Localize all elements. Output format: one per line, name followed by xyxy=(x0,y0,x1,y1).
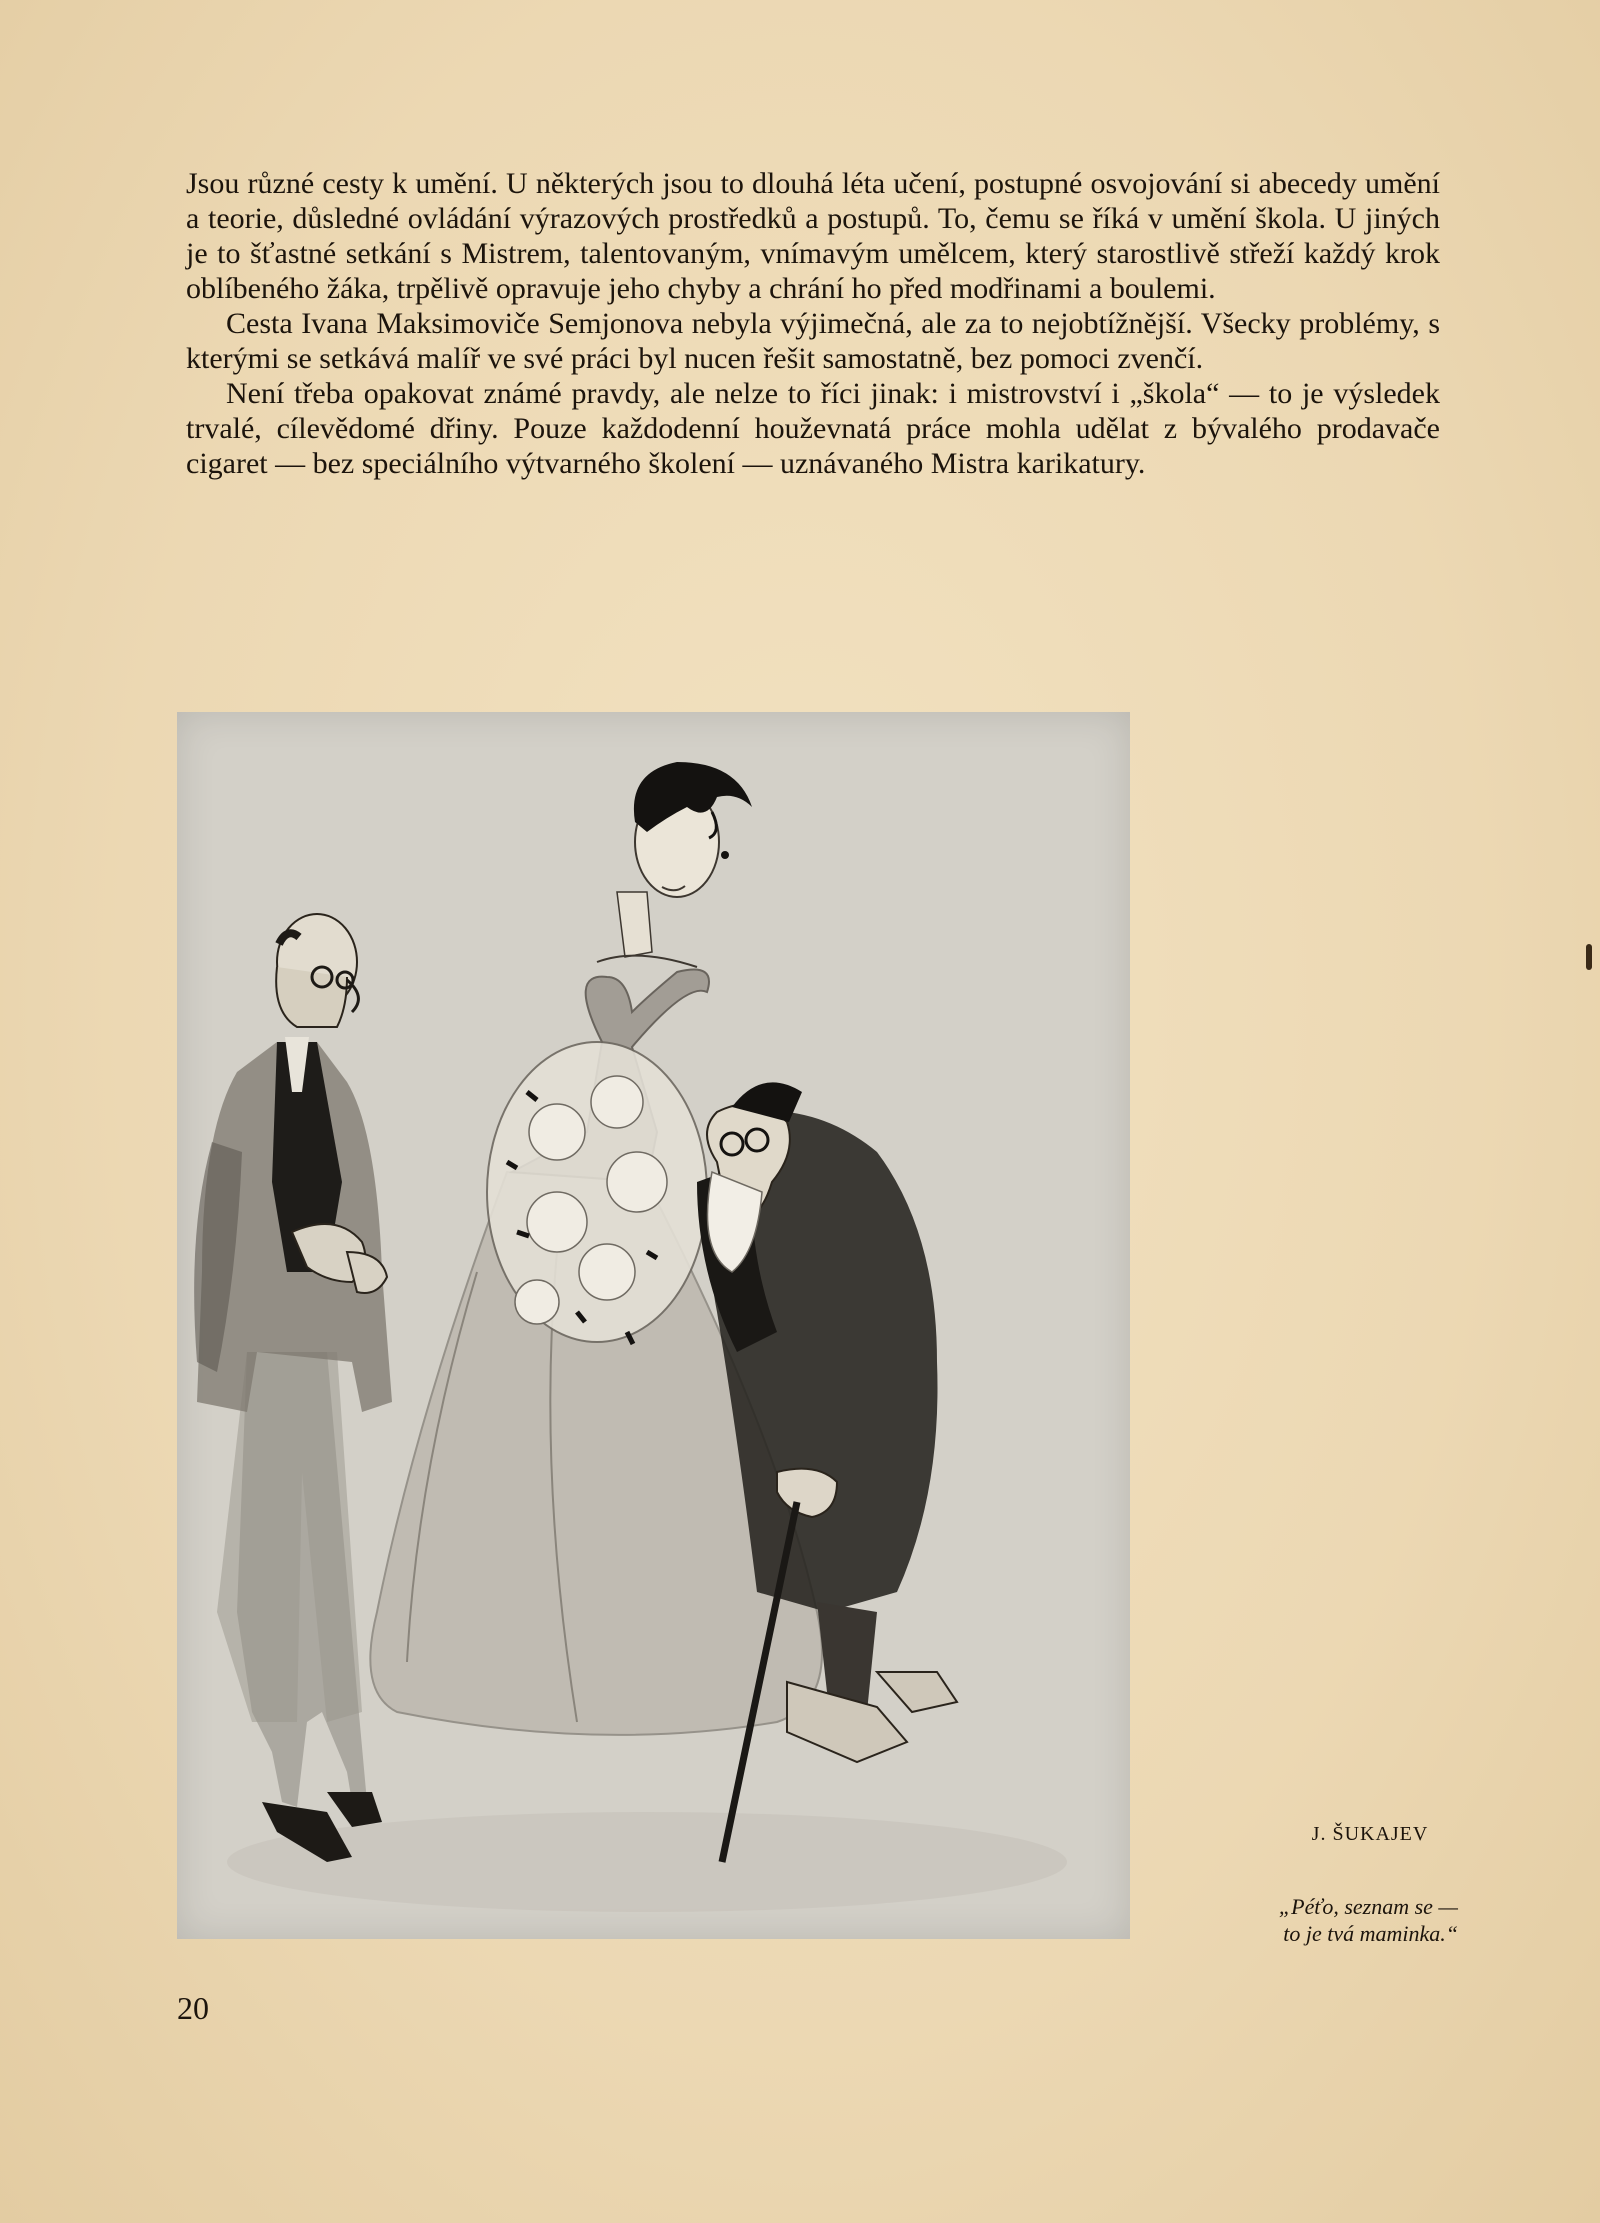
artist-name: J. ŠUKAJEV xyxy=(1311,1823,1429,1845)
flower-bouquet xyxy=(487,1042,707,1344)
caricature-illustration xyxy=(177,712,1130,1939)
paper-speck xyxy=(1586,944,1592,970)
bald-man-figure xyxy=(194,914,392,1862)
paragraph-2: Cesta Ivana Maksimoviče Semjonova nebyla výjimečná, ale za to nejobtížnější. Všecky problémy, s kterými se setkává malíř ve své práci byl nucen řešit samostatně, bez pomoci zvenčí. xyxy=(186,307,1440,375)
floor-shadow xyxy=(227,1812,1067,1912)
body-text xyxy=(186,166,1440,481)
illustration-caption xyxy=(1178,1893,1458,1947)
caption-line-2: to je tvá maminka.“ xyxy=(1283,1921,1458,1946)
paragraph-3: Není třeba opakovat známé pravdy, ale nelze to říci jinak: i mistrovství i „škola“ — to je výsledek trvalé, cílevědomé dřiny. Pouze každodenní houževnatá práce mohla udělat z bývalého prodavače cigaret — bez speciálního výtvarného školení — uznávaného Mistra karikatury. xyxy=(186,377,1440,480)
caption-line-1: „Péťo, seznam se — xyxy=(1278,1894,1458,1919)
page-number: 20 xyxy=(177,1990,209,2026)
paragraph-1: Jsou různé cesty k umění. U některých jsou to dlouhá léta učení, postupné osvojování si abecedy umění a teorie, důsledné ovládání výrazových prostředků a postupů. To, čemu se říká v umění škola. U jiných je to šťastné setkání s Mistrem, talentovaným, vnímavým umělcem, který starostlivě střeží každý krok oblíbeného žáka, trpělivě opravuje jeho chyby a chrání ho před modřinami a boulemi. xyxy=(186,167,1440,305)
